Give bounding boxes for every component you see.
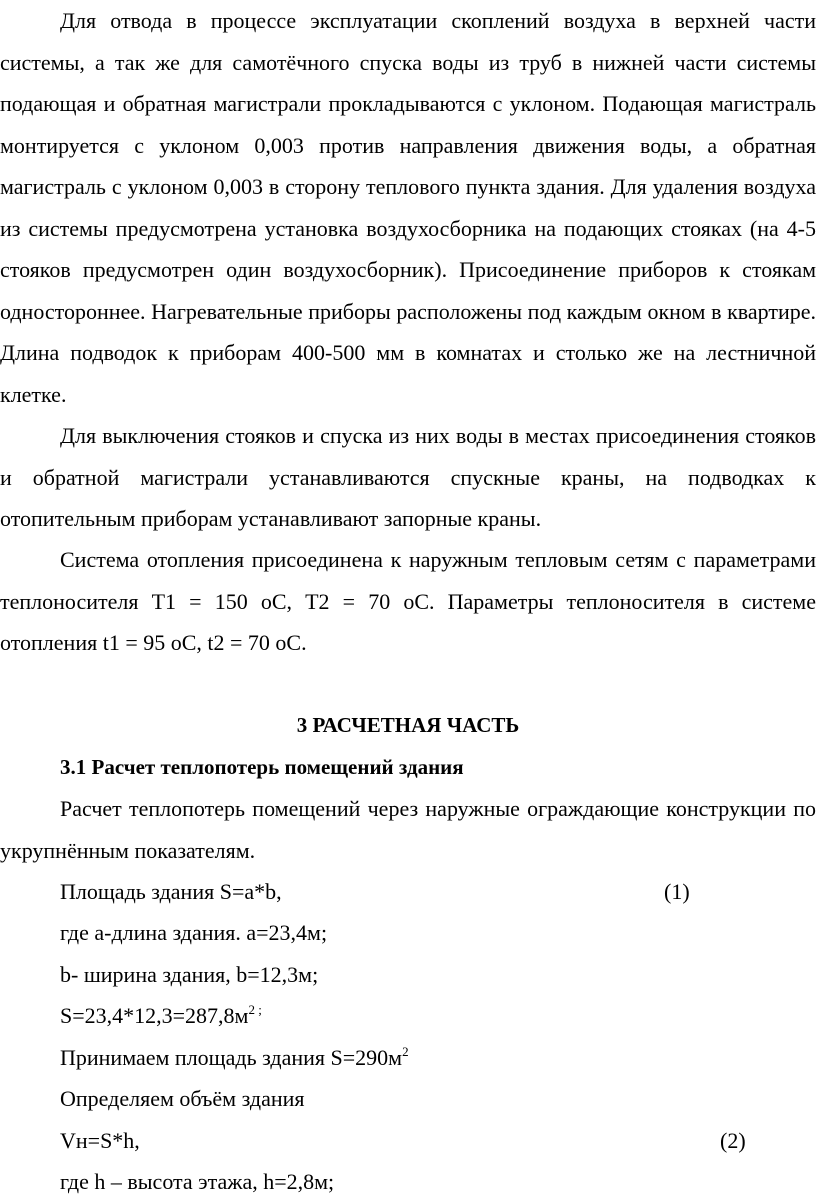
paragraph-heat-carrier: Система отопления присоединена к наружным тепловым сетям с параметрами теплоносителя Т1 = 150 оС, Т2 = 70 оС. Параметры теплоносителя в системе отопления t1 = 95 оС, t2 = 70 оС. — [0, 547, 816, 655]
equation-number-2: (2) — [720, 1128, 746, 1153]
volume-intro: Определяем объём здания — [60, 1086, 305, 1111]
subsection-heading: 3.1 Расчет теплопотерь помещений здания — [60, 755, 464, 779]
paragraph-air-removal: Для отвода в процессе эксплуатации скоплений воздуха в верхней части системы, а так же для самотёчного спуска воды из труб в нижней части системы подающая и обратная магистрали прокладываются с уклоном. Подающая магистраль монтируется с уклоном 0,003 против направления движения воды, а обратная магистраль с уклоном 0,003 в сторону теплового пункта здания. Для удаления воздуха из системы предусмотрена установка воздухосборника на подающих стояках (на 4-5 стояков предусмотрен один воздухосборник). Присоединение приборов к стоякам одностороннее. Нагревательные приборы расположены под каждым окном в квартире. Длина подводок к приборам 400-500 мм в комнатах и столько же на лестничной клетке. — [0, 8, 816, 407]
area-accepted-text: Принимаем площадь здания S=290м — [60, 1045, 403, 1070]
width-definition: b- ширина здания, b=12,3м; — [60, 962, 319, 987]
area-calculation-superscript: 2 ; — [248, 1002, 262, 1017]
paragraph-valves: Для выключения стояков и спуска из них воды в местах присоединения стояков и обратной магистрали устанавливаются спускные краны, на подводках к отопительным приборам устанавливают запорные краны. — [0, 423, 816, 531]
height-definition: где h – высота этажа, h=2,8м; — [60, 1169, 335, 1194]
area-accepted — [60, 1037, 409, 1079]
length-definition: где а-длина здания. а=23,4м; — [60, 920, 328, 945]
area-calculation — [60, 995, 262, 1037]
paragraph-heat-loss-intro: Расчет теплопотерь помещений через наружные ограждающие конструкции по укрупнённым показателям. — [0, 796, 816, 863]
area-calculation-text: S=23,4*12,3=287,8м — [60, 1003, 249, 1028]
section-heading: 3 РАСЧЕТНАЯ ЧАСТЬ — [296, 713, 520, 737]
area-accepted-superscript: 2 — [402, 1044, 409, 1059]
volume-formula: Vн=S*h, — [60, 1128, 140, 1153]
equation-number-1: (1) — [664, 879, 690, 904]
area-formula: Площадь здания S=a*b, — [60, 879, 282, 904]
